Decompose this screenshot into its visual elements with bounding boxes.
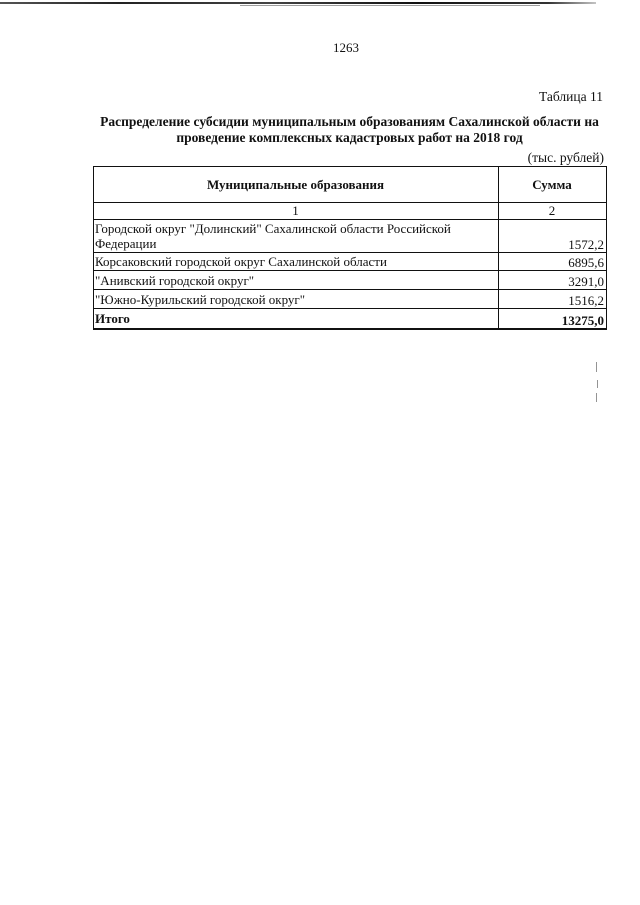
row-amount-cell: 1572,2 xyxy=(499,220,607,253)
scan-speck xyxy=(597,380,598,388)
page-number: 1263 xyxy=(333,40,359,55)
table-row xyxy=(94,290,607,309)
scan-edge-line-secondary xyxy=(240,5,540,6)
units-note: (тыс. рублей) xyxy=(527,150,604,165)
table-row xyxy=(94,220,607,253)
row-name-cell: Корсаковский городской округ Сахалинской области xyxy=(94,253,499,271)
header-municipality: Муниципальные образования xyxy=(94,167,499,203)
document-title xyxy=(93,114,606,146)
row-amount-cell: 6895,6 xyxy=(499,253,607,271)
column-number-2: 2 xyxy=(499,203,607,220)
row-name-cell: Городской округ "Долинский" Сахалинской области Российской Федерации xyxy=(94,220,499,253)
total-label-cell: Итого xyxy=(94,309,499,329)
table-row xyxy=(94,271,607,290)
scan-edge-line xyxy=(0,2,596,4)
row-amount-cell: 3291,0 xyxy=(499,271,607,290)
column-number-1: 1 xyxy=(94,203,499,220)
column-number-row xyxy=(94,203,607,220)
title-line-2: проведение комплексных кадастровых работ на 2018 год xyxy=(176,130,523,145)
row-name-cell: "Южно-Курильский городской округ" xyxy=(94,290,499,309)
total-amount-cell: 13275,0 xyxy=(499,309,607,329)
title-line-1: Распределение субсидии муниципальным образованиям Сахалинской области на xyxy=(100,114,599,129)
row-name-cell: "Анивский городской округ" xyxy=(94,271,499,290)
table-label: Таблица 11 xyxy=(539,89,603,104)
total-row xyxy=(94,309,607,329)
subsidy-table xyxy=(93,166,607,330)
scan-speck xyxy=(596,362,597,372)
table-row xyxy=(94,253,607,271)
header-amount: Сумма xyxy=(499,167,607,203)
row-amount-cell: 1516,2 xyxy=(499,290,607,309)
header-row xyxy=(94,167,607,203)
scan-speck xyxy=(596,393,597,402)
